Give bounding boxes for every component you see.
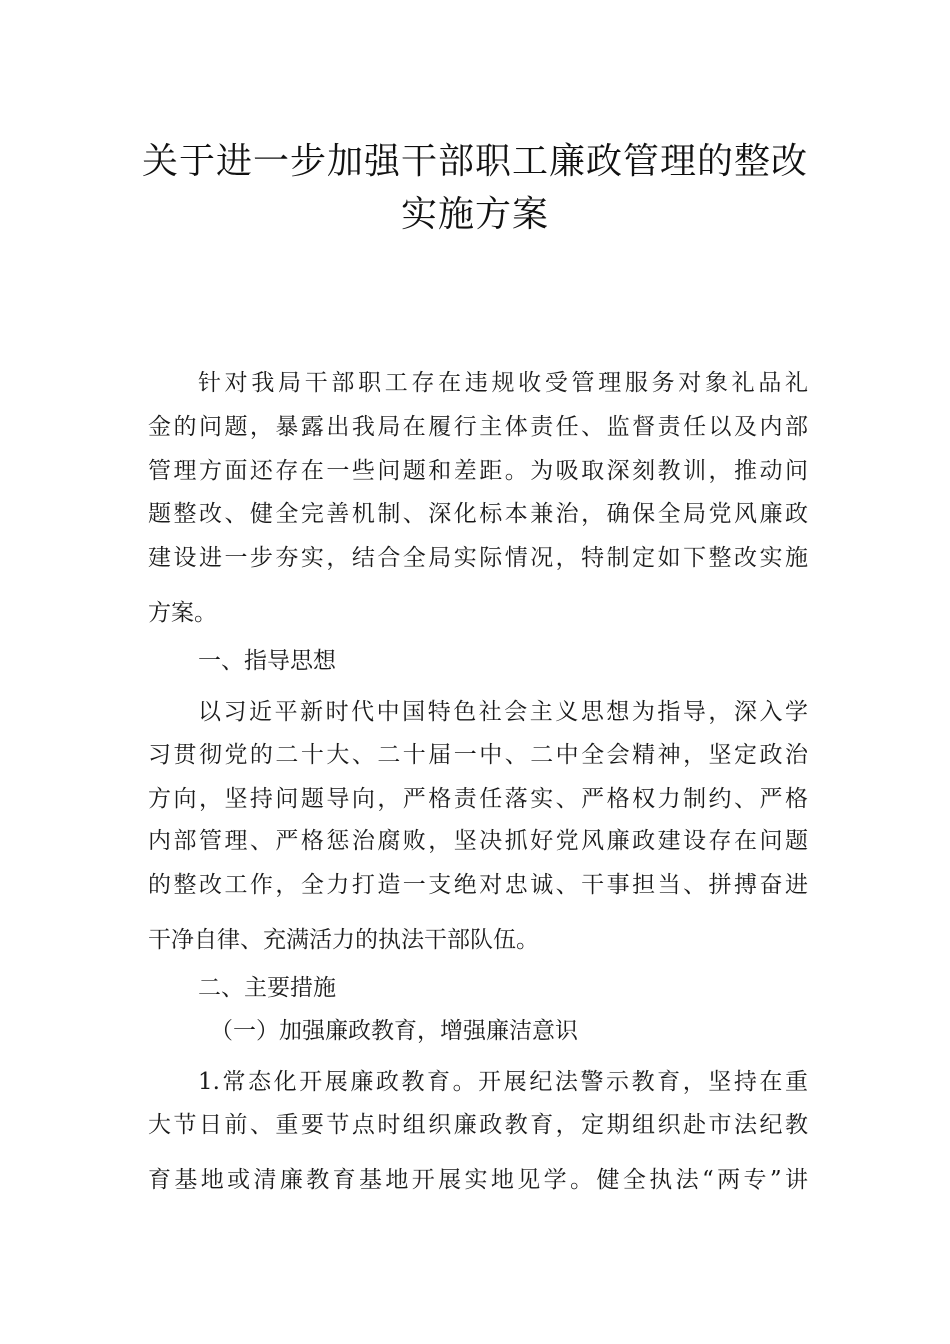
document-title-line-2: 实施方案 bbox=[400, 194, 549, 235]
intro-line: 针对我局干部职工存在违规收受管理服务对象礼品礼 bbox=[198, 370, 808, 396]
intro-line: 金的问题，暴露出我局在履行主体责任、监督责任以及内部 bbox=[148, 414, 808, 440]
section1-line: 习贯彻党的二十大、二十届一中、二中全会精神，坚定政治 bbox=[148, 742, 808, 768]
section-heading-main-measures: 二、主要措施 bbox=[198, 975, 336, 1001]
section2-line: 1.常态化开展廉政教育。开展纪法警示教育，坚持在重 bbox=[198, 1069, 808, 1095]
intro-line: 建设进一步夯实，结合全局实际情况，特制定如下整改实施 bbox=[148, 545, 808, 571]
section1-line: 干净自律、充满活力的执法干部队伍。 bbox=[148, 927, 539, 953]
document-title-line-1: 关于进一步加强干部职工廉政管理的整改 bbox=[141, 141, 808, 182]
section2-line: 育基地或清廉教育基地开展实地见学。健全执法“两专”讲 bbox=[148, 1167, 808, 1193]
intro-line: 题整改、健全完善机制、深化标本兼治，确保全局党风廉政 bbox=[148, 501, 808, 527]
section1-line: 的整改工作，全力打造一支绝对忠诚、干事担当、拼搏奋进 bbox=[148, 872, 808, 898]
subsection-heading: （一）加强廉政教育，增强廉洁意识 bbox=[210, 1018, 578, 1044]
intro-line: 管理方面还存在一些问题和差距。为吸取深刻教训，推动问 bbox=[148, 458, 808, 484]
intro-line: 方案。 bbox=[148, 600, 217, 626]
section1-line: 内部管理、严格惩治腐败，坚决抓好党风廉政建设存在问题 bbox=[148, 828, 808, 854]
section-heading-guiding-ideology: 一、指导思想 bbox=[198, 648, 336, 674]
section1-line: 以习近平新时代中国特色社会主义思想为指导，深入学 bbox=[198, 699, 808, 725]
section2-line: 大节日前、重要节点时组织廉政教育，定期组织赴市法纪教 bbox=[148, 1112, 808, 1138]
section1-line: 方向，坚持问题导向，严格责任落实、严格权力制约、严格 bbox=[148, 786, 808, 812]
